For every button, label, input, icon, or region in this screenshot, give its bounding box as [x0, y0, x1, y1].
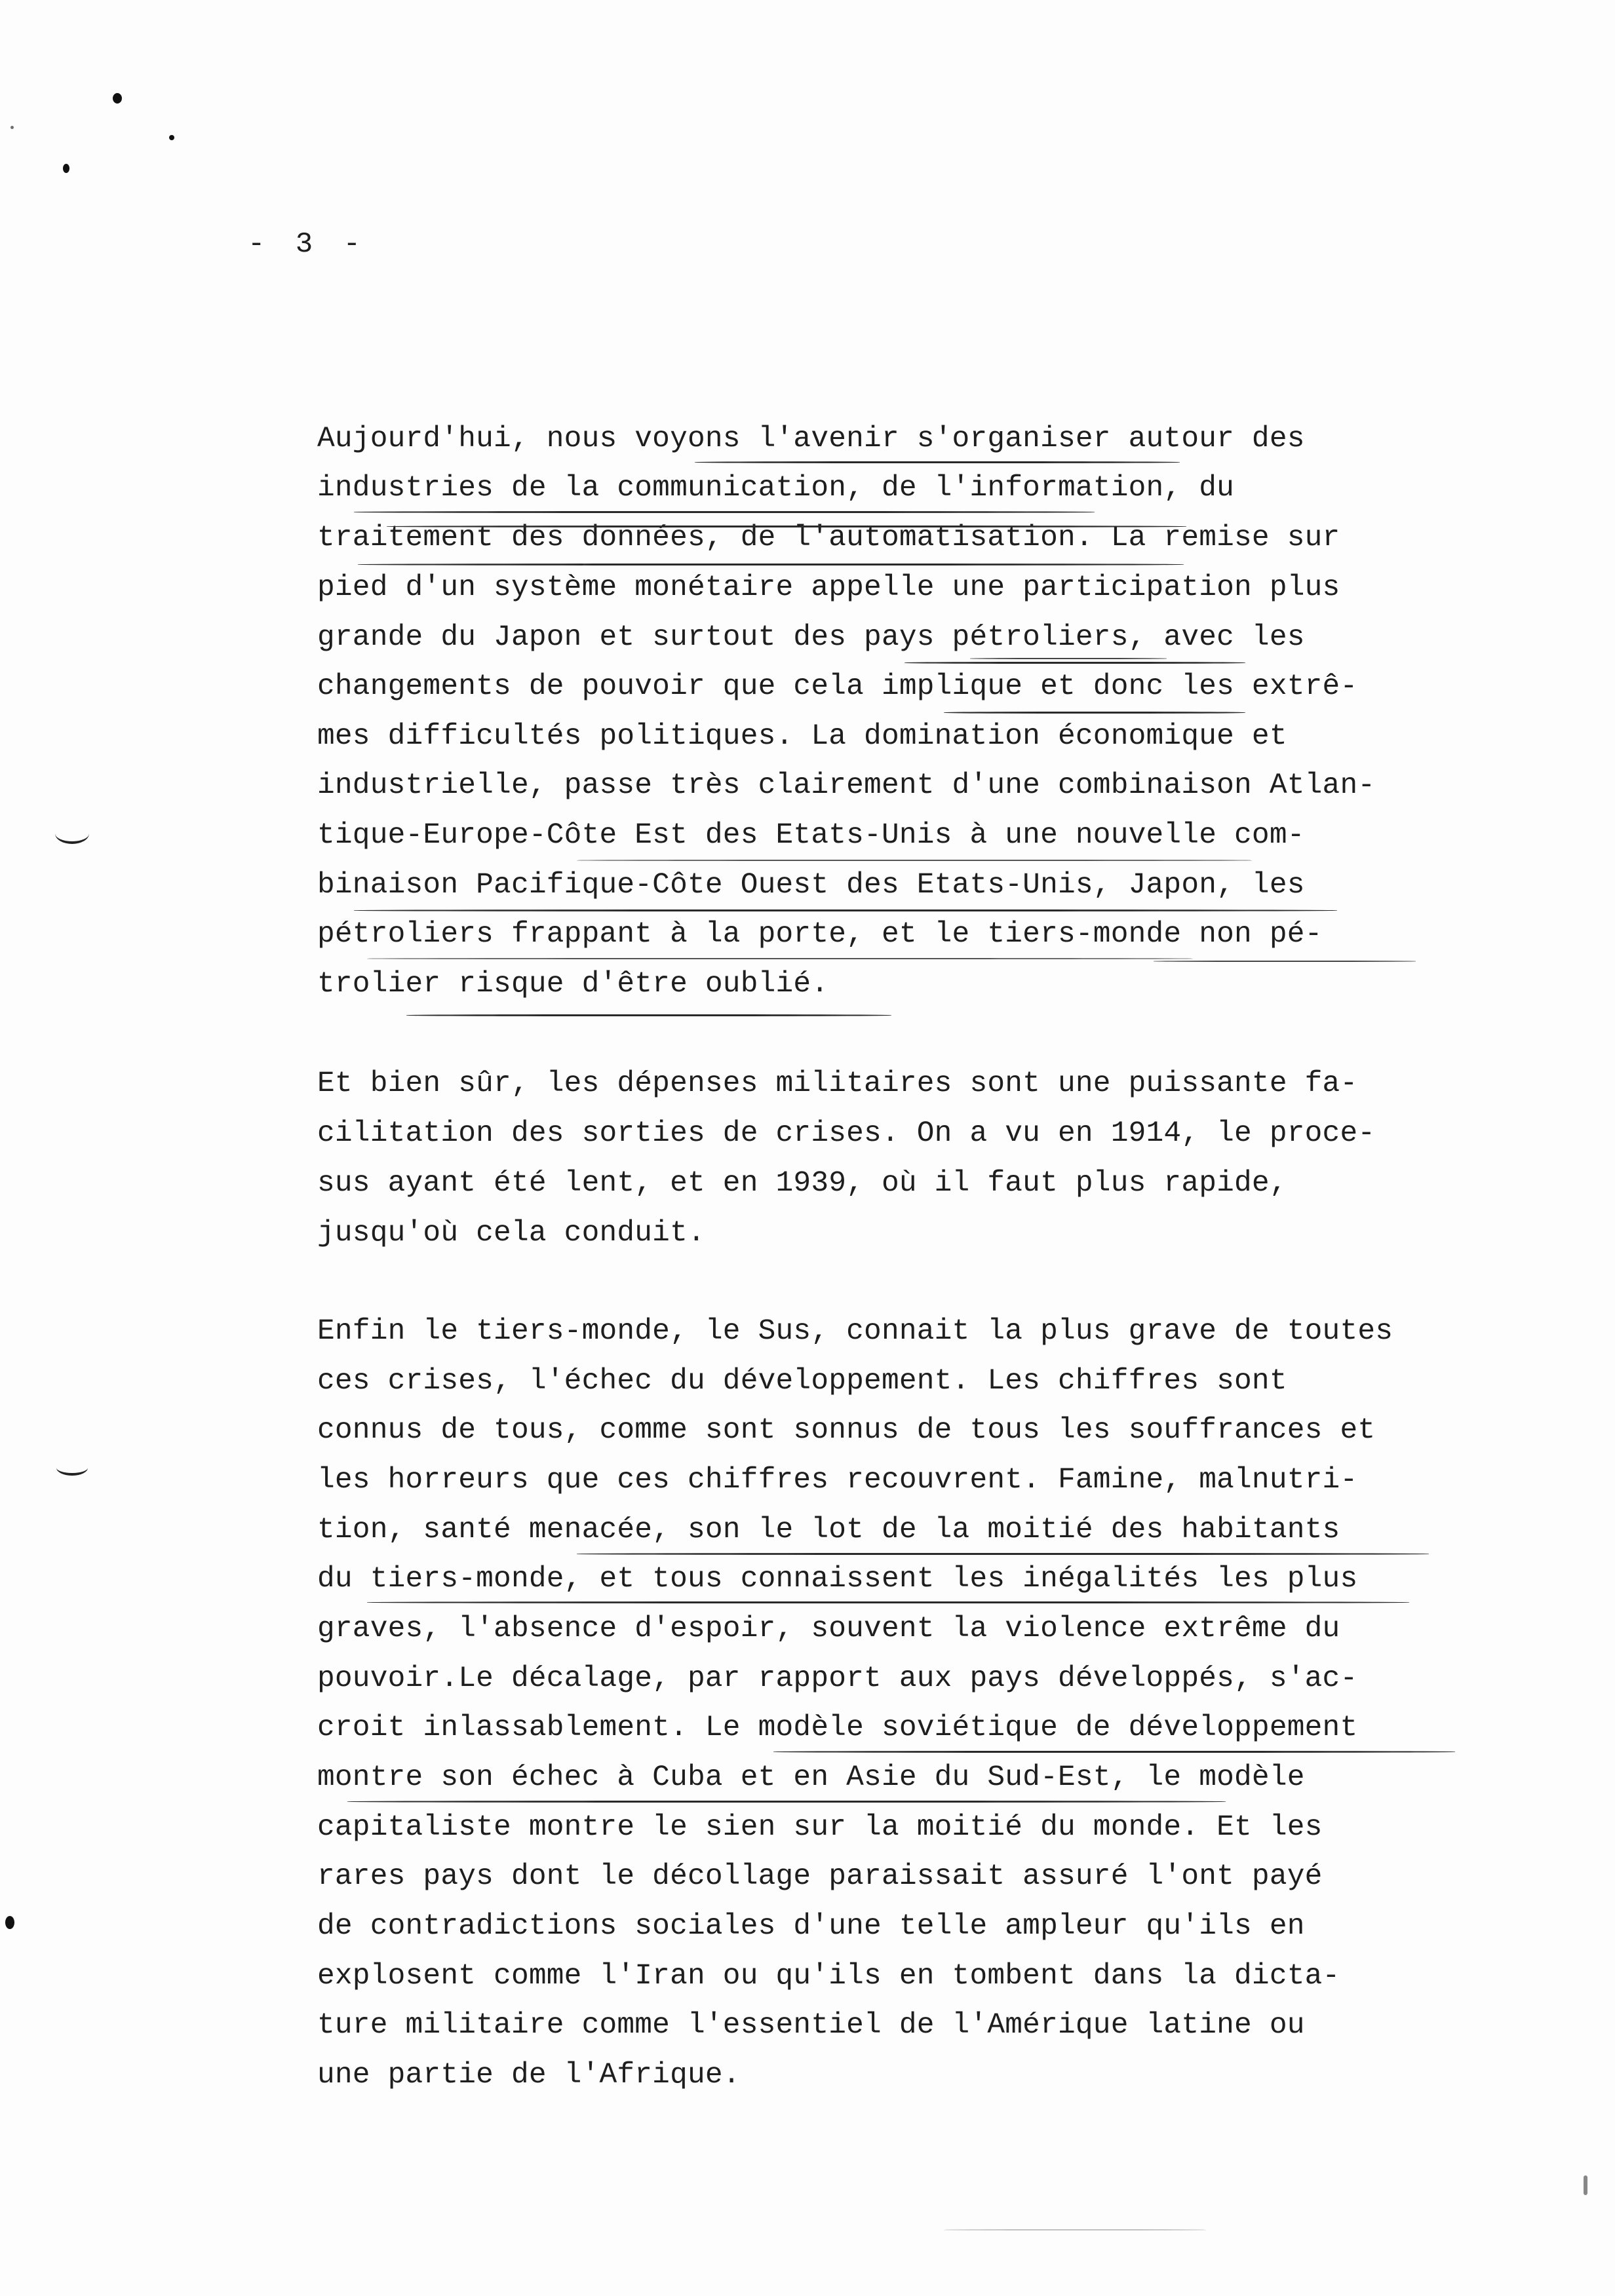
handwritten-underline: [354, 511, 1095, 513]
text-line: une partie de l'Afrique.: [317, 2059, 741, 2092]
text-line: Aujourd'hui, nous voyons l'avenir s'organiser autour des: [317, 423, 1305, 455]
handwritten-underline: [406, 1014, 891, 1016]
text-line: graves, l'absence d'espoir, souvent la violence extrême du: [317, 1613, 1340, 1645]
page-number: - 3 -: [248, 228, 368, 261]
text-line: Enfin le tiers-monde, le Sus, connait la plus grave de toutes: [317, 1315, 1393, 1348]
text-line: binaison Pacifique-Côte Ouest des Etats-Unis, Japon, les: [317, 869, 1305, 902]
text-line: les horreurs que ces chiffres recouvrent. Famine, malnutri-: [317, 1464, 1358, 1497]
handwritten-underline: [367, 1601, 1409, 1603]
handwritten-underline: [354, 909, 1337, 911]
scan-speck: [113, 93, 122, 104]
text-line: mes difficultés politiques. La domination économique et: [317, 720, 1287, 753]
text-line: industrielle, passe très clairement d'une combinaison Atlan-: [317, 769, 1376, 802]
scan-speck: [169, 135, 174, 140]
handwritten-underline: [905, 662, 1245, 664]
margin-bracket-mark: [55, 823, 89, 844]
handwritten-underline: [970, 658, 1167, 659]
handwritten-underline: [695, 461, 1180, 463]
handwritten-underline: [577, 1553, 1429, 1555]
handwritten-underline: [387, 526, 1186, 527]
text-line: ture militaire comme l'essentiel de l'Amérique latine ou: [317, 2009, 1305, 2042]
text-line: ces crises, l'échec du développement. Les chiffres sont: [317, 1365, 1287, 1398]
text-line: croit inlassablement. Le modèle soviétique de développement: [317, 1712, 1358, 1744]
text-line: pouvoir.Le décalage, par rapport aux pays développés, s'ac-: [317, 1662, 1358, 1695]
handwritten-underline: [358, 564, 1184, 565]
scan-noise-line: [944, 2229, 1206, 2230]
scan-speck: [63, 164, 69, 173]
text-line: grande du Japon et surtout des pays pétroliers, avec les: [317, 621, 1305, 654]
text-line: Et bien sûr, les dépenses militaires sont une puissante fa-: [317, 1067, 1358, 1100]
scan-speck: [5, 1916, 14, 1929]
text-line: connus de tous, comme sont sonnus de tous les souffrances et: [317, 1414, 1376, 1447]
text-line: trolier risque d'être oublié.: [317, 968, 829, 1001]
text-line: rares pays dont le décollage paraissait assuré l'ont payé: [317, 1860, 1323, 1893]
handwritten-underline: [577, 860, 1252, 861]
text-line: pétroliers frappant à la porte, et le tiers-monde non pé-: [317, 918, 1323, 951]
handwritten-underline: [1154, 961, 1416, 962]
text-line: tion, santé menacée, son le lot de la moitié des habitants: [317, 1514, 1340, 1546]
text-line: capitaliste montre le sien sur la moitié du monde. Et les: [317, 1811, 1323, 1844]
text-line: de contradictions sociales d'une telle ampleur qu'ils en: [317, 1910, 1305, 1943]
handwritten-underline: [367, 958, 1193, 959]
scan-speck: [1584, 2175, 1587, 2195]
text-line: industries de la communication, de l'information, du: [317, 472, 1235, 505]
margin-bracket-mark: [56, 1460, 88, 1476]
text-line: du tiers-monde, et tous connaissent les inégalités les plus: [317, 1563, 1358, 1596]
text-line: jusqu'où cela conduit.: [317, 1217, 705, 1250]
text-line: changements de pouvoir que cela implique et donc les extrê-: [317, 670, 1358, 703]
text-line: explosent comme l'Iran ou qu'ils en tombent dans la dicta-: [317, 1960, 1340, 1993]
text-line: sus ayant été lent, et en 1939, où il faut plus rapide,: [317, 1167, 1287, 1200]
text-line: pied d'un système monétaire appelle une participation plus: [317, 571, 1340, 604]
handwritten-underline: [347, 1801, 1226, 1803]
handwritten-underline: [773, 1751, 1455, 1753]
text-line: cilitation des sorties de crises. On a vu en 1914, le proce-: [317, 1117, 1376, 1150]
handwritten-underline: [944, 712, 1245, 714]
scan-speck: [10, 126, 14, 129]
text-line: montre son échec à Cuba et en Asie du Sud-Est, le modèle: [317, 1761, 1305, 1794]
text-line: traitement des données, de l'automatisation. La remise sur: [317, 522, 1340, 554]
text-line: tique-Europe-Côte Est des Etats-Unis à une nouvelle com-: [317, 819, 1305, 852]
